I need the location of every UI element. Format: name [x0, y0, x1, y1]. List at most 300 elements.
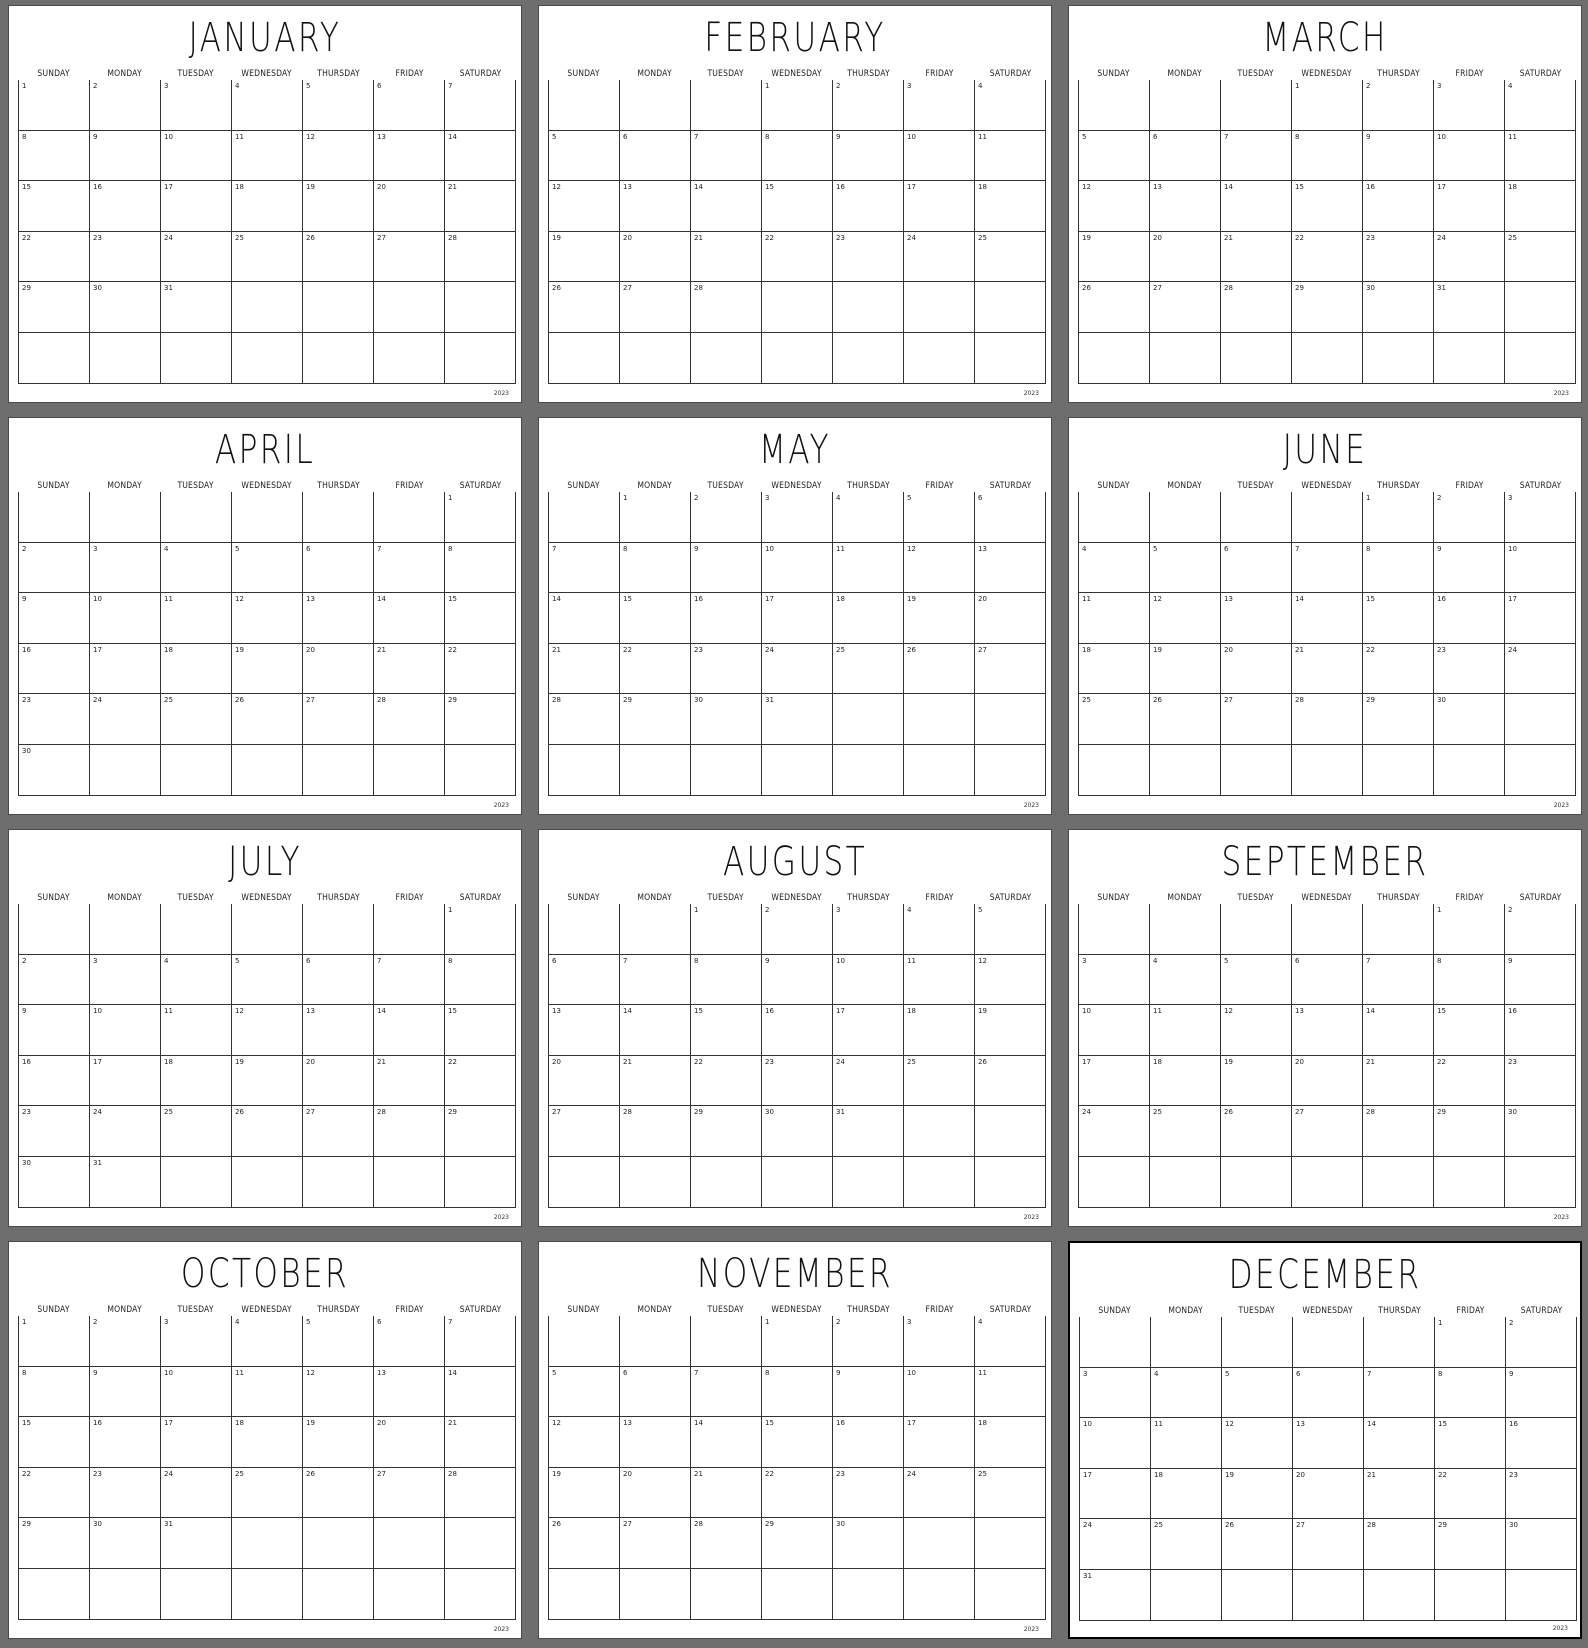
day-cell[interactable] [1292, 1056, 1363, 1107]
day-cell[interactable] [620, 80, 691, 131]
day-cell[interactable] [975, 232, 1046, 283]
day-cell[interactable] [161, 80, 232, 131]
day-cell[interactable] [90, 694, 161, 745]
day-cell[interactable] [90, 232, 161, 283]
day-cell[interactable] [1505, 904, 1576, 955]
day-cell[interactable] [1150, 1005, 1221, 1056]
day-cell[interactable] [904, 131, 975, 182]
day-cell[interactable] [1363, 1056, 1434, 1107]
day-cell[interactable] [374, 181, 445, 232]
day-cell[interactable] [975, 333, 1046, 384]
day-cell[interactable] [904, 1316, 975, 1367]
day-cell[interactable] [1363, 745, 1434, 796]
day-cell[interactable] [975, 955, 1046, 1006]
day-cell[interactable] [232, 1157, 303, 1208]
day-cell[interactable] [303, 492, 374, 543]
day-cell[interactable] [1434, 1157, 1505, 1208]
day-cell[interactable] [1079, 1056, 1150, 1107]
day-cell[interactable] [374, 644, 445, 695]
day-cell[interactable] [1221, 1005, 1292, 1056]
day-cell[interactable] [1434, 181, 1505, 232]
day-cell[interactable] [975, 1367, 1046, 1418]
day-cell[interactable] [762, 333, 833, 384]
day-cell[interactable] [620, 593, 691, 644]
day-cell[interactable] [1505, 1056, 1576, 1107]
day-cell[interactable] [445, 593, 516, 644]
month-page-september[interactable] [1068, 829, 1582, 1227]
day-cell[interactable] [161, 282, 232, 333]
day-cell[interactable] [620, 543, 691, 594]
day-cell[interactable] [90, 333, 161, 384]
day-cell[interactable] [303, 543, 374, 594]
day-cell[interactable] [1434, 282, 1505, 333]
day-cell[interactable] [19, 1157, 90, 1208]
day-cell[interactable] [232, 80, 303, 131]
day-cell[interactable] [374, 282, 445, 333]
day-cell[interactable] [1079, 1005, 1150, 1056]
day-cell[interactable] [833, 1106, 904, 1157]
day-cell[interactable] [374, 1518, 445, 1569]
day-cell[interactable] [1079, 333, 1150, 384]
day-cell[interactable] [549, 694, 620, 745]
day-cell[interactable] [904, 543, 975, 594]
day-cell[interactable] [1505, 80, 1576, 131]
day-cell[interactable] [1363, 181, 1434, 232]
day-cell[interactable] [904, 593, 975, 644]
day-cell[interactable] [691, 1417, 762, 1468]
day-cell[interactable] [620, 131, 691, 182]
day-cell[interactable] [691, 1005, 762, 1056]
day-cell[interactable] [1150, 282, 1221, 333]
day-cell[interactable] [232, 131, 303, 182]
day-cell[interactable] [19, 745, 90, 796]
day-cell[interactable] [374, 1157, 445, 1208]
day-cell[interactable] [1080, 1519, 1151, 1570]
day-cell[interactable] [19, 492, 90, 543]
day-cell[interactable] [904, 1056, 975, 1107]
day-cell[interactable] [1506, 1519, 1577, 1570]
day-cell[interactable] [232, 644, 303, 695]
day-cell[interactable] [1506, 1418, 1577, 1469]
day-cell[interactable] [833, 955, 904, 1006]
day-cell[interactable] [90, 644, 161, 695]
day-cell[interactable] [1363, 131, 1434, 182]
day-cell[interactable] [833, 1468, 904, 1519]
day-cell[interactable] [1434, 1005, 1505, 1056]
day-cell[interactable] [549, 904, 620, 955]
day-cell[interactable] [374, 1316, 445, 1367]
day-cell[interactable] [691, 593, 762, 644]
day-cell[interactable] [620, 333, 691, 384]
day-cell[interactable] [19, 543, 90, 594]
day-cell[interactable] [374, 1417, 445, 1468]
day-cell[interactable] [445, 1468, 516, 1519]
day-cell[interactable] [975, 1417, 1046, 1468]
day-cell[interactable] [691, 904, 762, 955]
day-cell[interactable] [620, 694, 691, 745]
day-cell[interactable] [833, 1056, 904, 1107]
day-cell[interactable] [19, 1417, 90, 1468]
day-cell[interactable] [445, 1367, 516, 1418]
day-cell[interactable] [1434, 232, 1505, 283]
day-cell[interactable] [1363, 593, 1434, 644]
day-cell[interactable] [19, 593, 90, 644]
day-cell[interactable] [19, 1468, 90, 1519]
day-cell[interactable] [833, 1518, 904, 1569]
day-cell[interactable] [445, 492, 516, 543]
day-cell[interactable] [620, 181, 691, 232]
day-cell[interactable] [161, 131, 232, 182]
day-cell[interactable] [1079, 492, 1150, 543]
day-cell[interactable] [762, 1417, 833, 1468]
day-cell[interactable] [1151, 1418, 1222, 1469]
day-cell[interactable] [904, 1367, 975, 1418]
day-cell[interactable] [1293, 1368, 1364, 1419]
day-cell[interactable] [1151, 1570, 1222, 1621]
day-cell[interactable] [161, 904, 232, 955]
day-cell[interactable] [161, 543, 232, 594]
day-cell[interactable] [762, 282, 833, 333]
day-cell[interactable] [1363, 1106, 1434, 1157]
day-cell[interactable] [232, 1468, 303, 1519]
day-cell[interactable] [161, 333, 232, 384]
day-cell[interactable] [549, 1157, 620, 1208]
day-cell[interactable] [691, 543, 762, 594]
day-cell[interactable] [1079, 131, 1150, 182]
day-cell[interactable] [19, 904, 90, 955]
day-cell[interactable] [833, 131, 904, 182]
day-cell[interactable] [549, 1417, 620, 1468]
day-cell[interactable] [762, 1367, 833, 1418]
day-cell[interactable] [232, 492, 303, 543]
day-cell[interactable] [620, 1106, 691, 1157]
day-cell[interactable] [1293, 1570, 1364, 1621]
day-cell[interactable] [1150, 745, 1221, 796]
day-cell[interactable] [1434, 593, 1505, 644]
day-cell[interactable] [161, 1157, 232, 1208]
day-cell[interactable] [374, 955, 445, 1006]
day-cell[interactable] [904, 492, 975, 543]
day-cell[interactable] [1080, 1469, 1151, 1520]
day-cell[interactable] [762, 904, 833, 955]
day-cell[interactable] [1364, 1570, 1435, 1621]
day-cell[interactable] [1435, 1570, 1506, 1621]
day-cell[interactable] [762, 593, 833, 644]
day-cell[interactable] [1221, 955, 1292, 1006]
day-cell[interactable] [975, 1106, 1046, 1157]
day-cell[interactable] [975, 543, 1046, 594]
day-cell[interactable] [1222, 1519, 1293, 1570]
day-cell[interactable] [975, 593, 1046, 644]
day-cell[interactable] [1079, 1157, 1150, 1208]
day-cell[interactable] [975, 1157, 1046, 1208]
day-cell[interactable] [975, 1569, 1046, 1620]
day-cell[interactable] [374, 1367, 445, 1418]
day-cell[interactable] [1505, 333, 1576, 384]
day-cell[interactable] [1292, 80, 1363, 131]
day-cell[interactable] [691, 1518, 762, 1569]
day-cell[interactable] [691, 181, 762, 232]
day-cell[interactable] [975, 1518, 1046, 1569]
day-cell[interactable] [904, 1468, 975, 1519]
day-cell[interactable] [374, 1468, 445, 1519]
day-cell[interactable] [19, 181, 90, 232]
day-cell[interactable] [620, 1316, 691, 1367]
day-cell[interactable] [762, 1157, 833, 1208]
day-cell[interactable] [303, 80, 374, 131]
day-cell[interactable] [445, 1106, 516, 1157]
day-cell[interactable] [1292, 644, 1363, 695]
day-cell[interactable] [90, 492, 161, 543]
day-cell[interactable] [1080, 1418, 1151, 1469]
day-cell[interactable] [90, 1518, 161, 1569]
day-cell[interactable] [691, 1316, 762, 1367]
day-cell[interactable] [691, 282, 762, 333]
day-cell[interactable] [90, 1468, 161, 1519]
day-cell[interactable] [1221, 745, 1292, 796]
day-cell[interactable] [549, 1569, 620, 1620]
day-cell[interactable] [833, 593, 904, 644]
day-cell[interactable] [232, 694, 303, 745]
day-cell[interactable] [161, 593, 232, 644]
day-cell[interactable] [691, 694, 762, 745]
day-cell[interactable] [374, 492, 445, 543]
day-cell[interactable] [620, 1157, 691, 1208]
day-cell[interactable] [90, 1056, 161, 1107]
day-cell[interactable] [833, 333, 904, 384]
day-cell[interactable] [1079, 282, 1150, 333]
day-cell[interactable] [445, 1157, 516, 1208]
day-cell[interactable] [90, 904, 161, 955]
day-cell[interactable] [904, 80, 975, 131]
day-cell[interactable] [904, 644, 975, 695]
day-cell[interactable] [691, 1367, 762, 1418]
day-cell[interactable] [833, 543, 904, 594]
day-cell[interactable] [19, 1569, 90, 1620]
day-cell[interactable] [1150, 955, 1221, 1006]
day-cell[interactable] [904, 1157, 975, 1208]
month-page-october[interactable] [8, 1241, 522, 1639]
day-cell[interactable] [833, 1316, 904, 1367]
day-cell[interactable] [1079, 543, 1150, 594]
day-cell[interactable] [904, 1106, 975, 1157]
day-cell[interactable] [1150, 644, 1221, 695]
day-cell[interactable] [975, 644, 1046, 695]
day-cell[interactable] [1435, 1317, 1506, 1368]
day-cell[interactable] [1435, 1368, 1506, 1419]
day-cell[interactable] [19, 644, 90, 695]
day-cell[interactable] [1222, 1368, 1293, 1419]
day-cell[interactable] [232, 232, 303, 283]
day-cell[interactable] [1505, 282, 1576, 333]
day-cell[interactable] [549, 1367, 620, 1418]
day-cell[interactable] [833, 282, 904, 333]
day-cell[interactable] [975, 694, 1046, 745]
month-page-january[interactable] [8, 5, 522, 403]
day-cell[interactable] [1221, 644, 1292, 695]
day-cell[interactable] [691, 1468, 762, 1519]
day-cell[interactable] [1221, 80, 1292, 131]
day-cell[interactable] [762, 492, 833, 543]
day-cell[interactable] [549, 80, 620, 131]
day-cell[interactable] [90, 1316, 161, 1367]
day-cell[interactable] [549, 1468, 620, 1519]
day-cell[interactable] [90, 1569, 161, 1620]
day-cell[interactable] [1363, 644, 1434, 695]
day-cell[interactable] [549, 593, 620, 644]
day-cell[interactable] [620, 1005, 691, 1056]
day-cell[interactable] [1150, 492, 1221, 543]
day-cell[interactable] [620, 1417, 691, 1468]
day-cell[interactable] [762, 1106, 833, 1157]
day-cell[interactable] [1505, 232, 1576, 283]
day-cell[interactable] [904, 1005, 975, 1056]
day-cell[interactable] [1150, 333, 1221, 384]
day-cell[interactable] [303, 955, 374, 1006]
day-cell[interactable] [232, 593, 303, 644]
day-cell[interactable] [161, 1367, 232, 1418]
day-cell[interactable] [445, 1569, 516, 1620]
day-cell[interactable] [1293, 1317, 1364, 1368]
day-cell[interactable] [1221, 1106, 1292, 1157]
day-cell[interactable] [1505, 543, 1576, 594]
day-cell[interactable] [904, 694, 975, 745]
day-cell[interactable] [975, 1056, 1046, 1107]
day-cell[interactable] [975, 131, 1046, 182]
day-cell[interactable] [232, 282, 303, 333]
day-cell[interactable] [303, 644, 374, 695]
day-cell[interactable] [1434, 131, 1505, 182]
day-cell[interactable] [232, 1569, 303, 1620]
day-cell[interactable] [833, 1569, 904, 1620]
day-cell[interactable] [1434, 644, 1505, 695]
day-cell[interactable] [1434, 1106, 1505, 1157]
day-cell[interactable] [691, 1056, 762, 1107]
day-cell[interactable] [1292, 904, 1363, 955]
day-cell[interactable] [1079, 644, 1150, 695]
day-cell[interactable] [1221, 333, 1292, 384]
day-cell[interactable] [833, 80, 904, 131]
day-cell[interactable] [303, 1518, 374, 1569]
day-cell[interactable] [1292, 593, 1363, 644]
day-cell[interactable] [374, 694, 445, 745]
day-cell[interactable] [445, 543, 516, 594]
day-cell[interactable] [90, 1417, 161, 1468]
day-cell[interactable] [1150, 80, 1221, 131]
day-cell[interactable] [1079, 80, 1150, 131]
day-cell[interactable] [303, 232, 374, 283]
day-cell[interactable] [232, 181, 303, 232]
day-cell[interactable] [445, 644, 516, 695]
day-cell[interactable] [904, 1518, 975, 1569]
day-cell[interactable] [1505, 694, 1576, 745]
day-cell[interactable] [904, 1569, 975, 1620]
day-cell[interactable] [762, 1316, 833, 1367]
day-cell[interactable] [1079, 593, 1150, 644]
day-cell[interactable] [19, 955, 90, 1006]
day-cell[interactable] [1221, 492, 1292, 543]
day-cell[interactable] [1434, 543, 1505, 594]
day-cell[interactable] [161, 492, 232, 543]
day-cell[interactable] [303, 333, 374, 384]
day-cell[interactable] [1505, 1005, 1576, 1056]
day-cell[interactable] [445, 1316, 516, 1367]
day-cell[interactable] [620, 1367, 691, 1418]
day-cell[interactable] [90, 955, 161, 1006]
day-cell[interactable] [904, 745, 975, 796]
day-cell[interactable] [374, 1056, 445, 1107]
day-cell[interactable] [232, 1417, 303, 1468]
day-cell[interactable] [19, 1056, 90, 1107]
day-cell[interactable] [1434, 694, 1505, 745]
day-cell[interactable] [19, 1106, 90, 1157]
day-cell[interactable] [1505, 181, 1576, 232]
day-cell[interactable] [374, 593, 445, 644]
day-cell[interactable] [1293, 1469, 1364, 1520]
day-cell[interactable] [904, 181, 975, 232]
day-cell[interactable] [762, 1468, 833, 1519]
day-cell[interactable] [303, 904, 374, 955]
day-cell[interactable] [1505, 644, 1576, 695]
day-cell[interactable] [1150, 694, 1221, 745]
day-cell[interactable] [19, 333, 90, 384]
day-cell[interactable] [19, 80, 90, 131]
day-cell[interactable] [1080, 1317, 1151, 1368]
day-cell[interactable] [1151, 1317, 1222, 1368]
day-cell[interactable] [1363, 232, 1434, 283]
day-cell[interactable] [1222, 1570, 1293, 1621]
day-cell[interactable] [762, 1569, 833, 1620]
day-cell[interactable] [374, 80, 445, 131]
day-cell[interactable] [549, 131, 620, 182]
day-cell[interactable] [1364, 1368, 1435, 1419]
day-cell[interactable] [549, 644, 620, 695]
day-cell[interactable] [445, 131, 516, 182]
day-cell[interactable] [1150, 904, 1221, 955]
day-cell[interactable] [620, 232, 691, 283]
day-cell[interactable] [762, 1056, 833, 1107]
day-cell[interactable] [1221, 593, 1292, 644]
day-cell[interactable] [232, 333, 303, 384]
day-cell[interactable] [762, 80, 833, 131]
day-cell[interactable] [620, 1056, 691, 1107]
day-cell[interactable] [1079, 955, 1150, 1006]
day-cell[interactable] [975, 1316, 1046, 1367]
day-cell[interactable] [620, 1518, 691, 1569]
day-cell[interactable] [445, 1005, 516, 1056]
day-cell[interactable] [232, 1106, 303, 1157]
day-cell[interactable] [303, 694, 374, 745]
day-cell[interactable] [161, 181, 232, 232]
day-cell[interactable] [1435, 1519, 1506, 1570]
day-cell[interactable] [1293, 1519, 1364, 1570]
day-cell[interactable] [1363, 543, 1434, 594]
day-cell[interactable] [232, 1316, 303, 1367]
day-cell[interactable] [303, 181, 374, 232]
day-cell[interactable] [445, 282, 516, 333]
day-cell[interactable] [1292, 745, 1363, 796]
day-cell[interactable] [975, 181, 1046, 232]
day-cell[interactable] [1150, 593, 1221, 644]
day-cell[interactable] [833, 1417, 904, 1468]
day-cell[interactable] [374, 543, 445, 594]
day-cell[interactable] [1079, 1106, 1150, 1157]
day-cell[interactable] [1150, 1056, 1221, 1107]
day-cell[interactable] [445, 1417, 516, 1468]
day-cell[interactable] [161, 694, 232, 745]
day-cell[interactable] [161, 1518, 232, 1569]
day-cell[interactable] [1221, 282, 1292, 333]
